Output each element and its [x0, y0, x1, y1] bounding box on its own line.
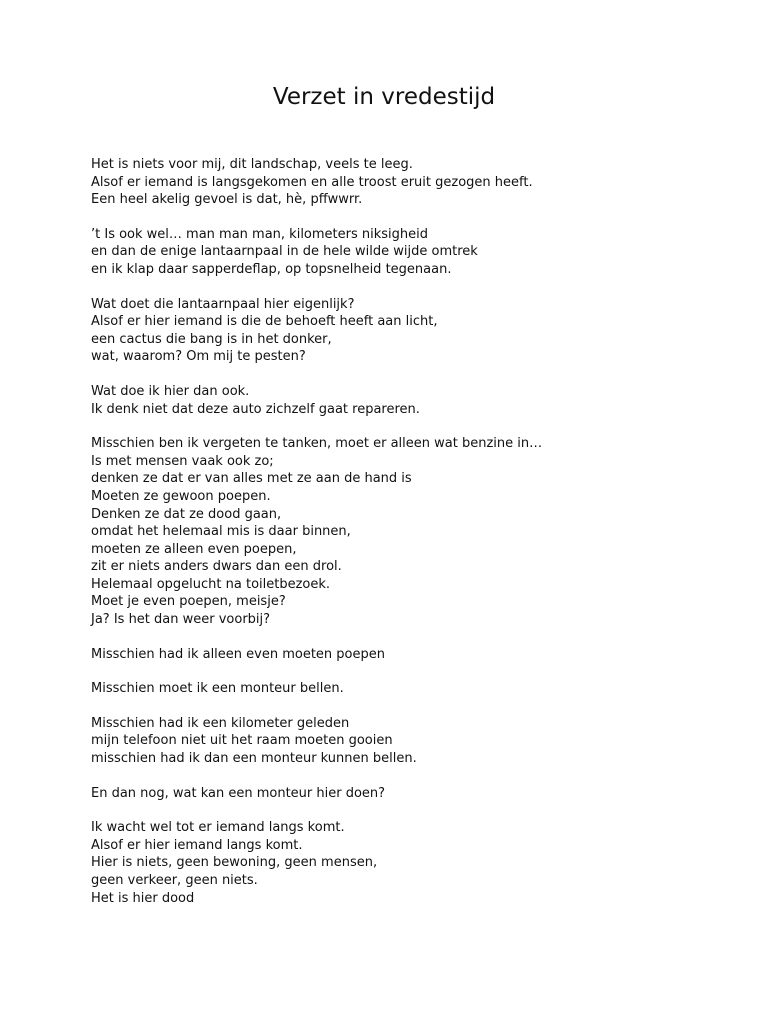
poem-line: omdat het helemaal mis is daar binnen, [91, 524, 351, 540]
poem-line: mijn telefoon niet uit het raam moeten gooien [91, 733, 393, 749]
poem-line: moeten ze alleen even poepen, [91, 541, 297, 557]
poem-line: en ik klap daar sapperdeflap, op topsnelheid tegenaan. [91, 261, 452, 277]
poem-line: Moeten ze gewoon poepen. [91, 488, 271, 504]
poem-line: Het is hier dood [91, 890, 195, 906]
poem-line: Alsof er iemand is langsgekomen en alle troost eruit gezogen heeft. [91, 174, 533, 190]
poem-line: Een heel akelig gevoel is dat, hè, pffwwrr. [91, 192, 363, 208]
poem-stanza [91, 296, 711, 366]
poem-body [91, 156, 711, 924]
poem-stanza [91, 156, 711, 209]
poem-line: Wat doe ik hier dan ook. [91, 383, 250, 399]
poem-line: Ik wacht wel tot er iemand langs komt. [91, 820, 345, 836]
poem-line: Misschien had ik alleen even moeten poepen [91, 646, 385, 662]
poem-line: Is met mensen vaak ook zo; [91, 453, 274, 469]
poem-line: Alsof er hier iemand langs komt. [91, 837, 303, 853]
poem-line: Hier is niets, geen bewoning, geen mensen, [91, 855, 378, 871]
poem-stanza [91, 785, 711, 803]
poem-line: Misschien moet ik een monteur bellen. [91, 681, 344, 697]
poem-line: Moet je even poepen, meisje? [91, 594, 286, 610]
poem-line: zit er niets anders dwars dan een drol. [91, 559, 342, 575]
poem-line: Alsof er hier iemand is die de behoeft heeft aan licht, [91, 314, 438, 330]
poem-line: Ja? Is het dan weer voorbij? [91, 612, 271, 628]
poem-stanza [91, 680, 711, 698]
poem-line: Ik denk niet dat deze auto zichzelf gaat repareren. [91, 401, 420, 417]
poem-line: een cactus die bang is in het donker, [91, 331, 332, 347]
poem-line: wat, waarom? Om mij te pesten? [91, 349, 306, 365]
poem-stanza [91, 383, 711, 418]
poem-line: Helemaal opgelucht na toiletbezoek. [91, 576, 331, 592]
poem-stanza [91, 435, 711, 629]
poem-line: Misschien had ik een kilometer geleden [91, 715, 350, 731]
poem-line: Wat doet die lantaarnpaal hier eigenlijk? [91, 296, 355, 312]
poem-stanza [91, 226, 711, 279]
poem-line: Misschien ben ik vergeten te tanken, moet er alleen wat benzine in… [91, 436, 543, 452]
poem-line: Denken ze dat ze dood gaan, [91, 506, 282, 522]
poem-line: Het is niets voor mij, dit landschap, veels te leeg. [91, 157, 413, 172]
poem-stanza [91, 646, 711, 664]
poem-line: En dan nog, wat kan een monteur hier doen? [91, 785, 386, 801]
poem-line: ’t Is ook wel… man man man, kilometers niksigheid [91, 226, 429, 242]
poem-line: en dan de enige lantaarnpaal in de hele wilde wijde omtrek [91, 244, 478, 260]
poem-stanza [91, 715, 711, 768]
poem-title: Verzet in vredestijd [272, 84, 496, 110]
poem-stanza [91, 819, 711, 907]
poem-line: misschien had ik dan een monteur kunnen bellen. [91, 751, 417, 767]
poem-line: geen verkeer, geen niets. [91, 873, 258, 888]
poem-line: denken ze dat er van alles met ze aan de hand is [91, 471, 412, 487]
